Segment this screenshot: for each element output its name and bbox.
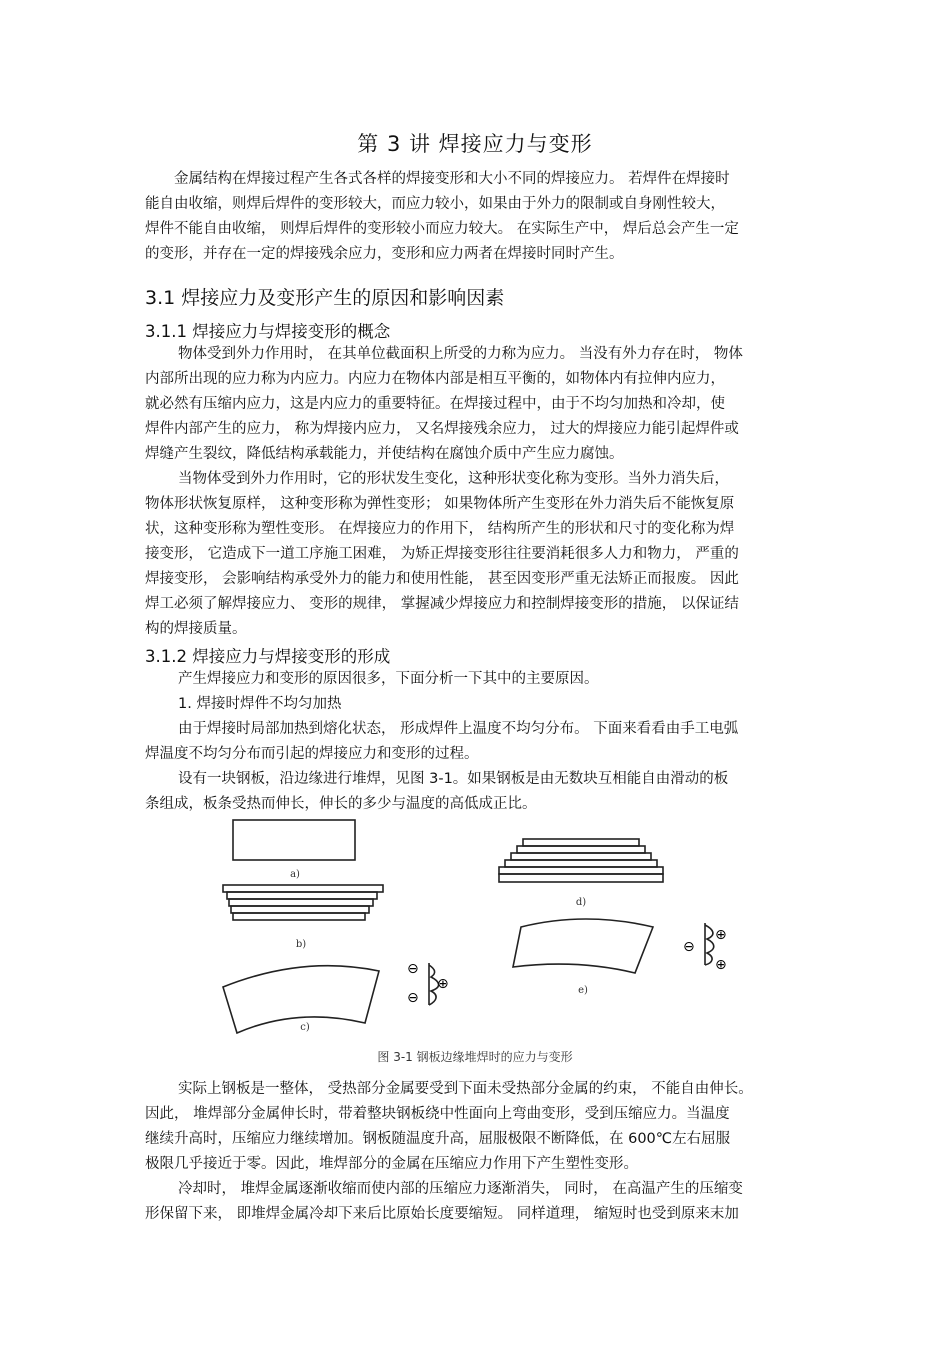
paragraph-line: 实际上钢板是一整体， 受热部分金属要受到下面未受热部分金属的约束， 不能自由伸长。 xyxy=(178,1081,753,1097)
section-heading-3-1: 3.1 焊接应力及变形产生的原因和影响因素 xyxy=(145,287,505,309)
section-heading-3-1-1: 3.1.1 焊接应力与焊接变形的概念 xyxy=(145,322,391,341)
list-item: 1. 焊接时焊件不均匀加热 xyxy=(178,696,342,712)
figure-label-e: e) xyxy=(578,985,588,996)
plate-d xyxy=(499,839,663,882)
paragraph-line: 焊接变形， 会影响结构承受外力的能力和使用性能， 甚至因变形严重无法矫正而报废。 因此 xyxy=(145,571,739,587)
figure-label-c: c) xyxy=(300,1022,310,1033)
paragraph-line: 形保留下来， 即堆焊金属冷却下来后比原始长度要缩短。 同样道理， 缩短时也受到原来末加 xyxy=(145,1206,739,1222)
paragraph-line: 由于焊接时局部加热到熔化状态， 形成焊件上温度不均匀分布。 下面来看看由手工电弧 xyxy=(178,721,739,737)
paragraph-line: 状，这种变形称为塑性变形。 在焊接应力的作用下， 结构所产生的形状和尺寸的变化称为焊 xyxy=(145,521,735,537)
paragraph-line: 焊工必须了解焊接应力、 变形的规律， 掌握减少焊接应力和控制焊接变形的措施， 以保证结 xyxy=(145,596,739,612)
figure-caption: 图 3-1 钢板边缘堆焊时的应力与变形 xyxy=(377,1050,573,1064)
paragraph-line: 当物体受到外力作用时，它的形状发生变化，这种形状变化称为变形。当外力消失后， xyxy=(178,471,729,487)
paragraph-line: 物体形状恢复原样， 这种变形称为弹性变形； 如果物体所产生变形在外力消失后不能恢复原 xyxy=(145,496,735,512)
paragraph-line: 就必然有压缩内应力，这是内应力的重要特征。在焊接过程中，由于不均匀加热和冷却，使 xyxy=(145,396,725,412)
figure-3-1 xyxy=(205,815,765,1040)
section-heading-3-1-2: 3.1.2 焊接应力与焊接变形的形成 xyxy=(145,647,391,666)
paragraph-line: 因此， 堆焊部分金属伸长时，带着整块钢板绕中性面向上弯曲变形，受到压缩应力。当温度 xyxy=(145,1106,730,1122)
paragraph-line: 接变形， 它造成下一道工序施工困难， 为矫正焊接变形往往要消耗很多人力和物力， 严重的 xyxy=(145,546,739,562)
paragraph-line: 物体受到外力作用时， 在其单位截面积上所受的力称为应力。 当没有外力存在时， 物体 xyxy=(178,346,743,362)
plus-sign: ⊕ xyxy=(437,976,449,992)
paragraph-line: 产生焊接应力和变形的原因很多，下面分析一下其中的主要原因。 xyxy=(178,671,599,687)
intro-line: 金属结构在焊接过程产生各式各样的焊接变形和大小不同的焊接应力。 若焊件在焊接时 xyxy=(174,171,730,187)
figure-label-b: b) xyxy=(295,939,307,950)
intro-line: 焊件不能自由收缩， 则焊后焊件的变形较小而应力较大。 在实际生产中， 焊后总会产生一定 xyxy=(145,221,739,237)
minus-sign: ⊖ xyxy=(407,990,419,1006)
intro-line: 的变形，并存在一定的焊接残余应力，变形和应力两者在焊接时同时产生。 xyxy=(145,246,624,262)
figure-label-d: d) xyxy=(575,897,587,908)
intro-line: 能自由收缩，则焊后焊件的变形较大，而应力较小，如果由于外力的限制或自身刚性较大， xyxy=(145,196,725,212)
paragraph-line: 条组成，板条受热而伸长，伸长的多少与温度的高低成正比。 xyxy=(145,796,537,812)
paragraph-line: 构的焊接质量。 xyxy=(145,621,247,637)
paragraph-line: 焊温度不均匀分布而引起的焊接应力和变形的过程。 xyxy=(145,746,479,762)
minus-sign: ⊖ xyxy=(683,939,695,955)
plus-sign: ⊕ xyxy=(715,927,727,943)
plus-sign: ⊕ xyxy=(715,957,727,973)
figure-drawing xyxy=(205,815,765,1040)
paragraph-line: 焊件内部产生的应力， 称为焊接内应力， 又名焊接残余应力， 过大的焊接应力能引起焊件或 xyxy=(145,421,739,437)
plate-e xyxy=(513,919,653,973)
page-title: 第 3 讲 焊接应力与变形 xyxy=(357,132,593,156)
paragraph-line: 焊缝产生裂纹，降低结构承载能力，并使结构在腐蚀介质中产生应力腐蚀。 xyxy=(145,446,624,462)
paragraph-line: 冷却时， 堆焊金属逐渐收缩而使内部的压缩应力逐渐消失， 同时， 在高温产生的压缩变 xyxy=(178,1181,743,1197)
minus-sign: ⊖ xyxy=(407,961,419,977)
stress-curve-e xyxy=(705,923,714,965)
plate-a xyxy=(233,820,355,860)
paragraph-line: 设有一块钢板，沿边缘进行堆焊，见图 3-1。如果钢板是由无数块互相能自由滑动的板 xyxy=(178,771,729,787)
paragraph-line: 极限几乎接近于零。因此，堆焊部分的金属在压缩应力作用下产生塑性变形。 xyxy=(145,1156,638,1172)
paragraph-line: 继续升高时，压缩应力继续增加。钢板随温度升高，屈服极限不断降低，在 600℃左右屈服 xyxy=(145,1131,731,1147)
figure-label-a: a) xyxy=(290,869,300,880)
plate-b xyxy=(223,885,383,920)
paragraph-line: 内部所出现的应力称为内应力。内应力在物体内部是相互平衡的，如物体内有拉伸内应力， xyxy=(145,371,725,387)
